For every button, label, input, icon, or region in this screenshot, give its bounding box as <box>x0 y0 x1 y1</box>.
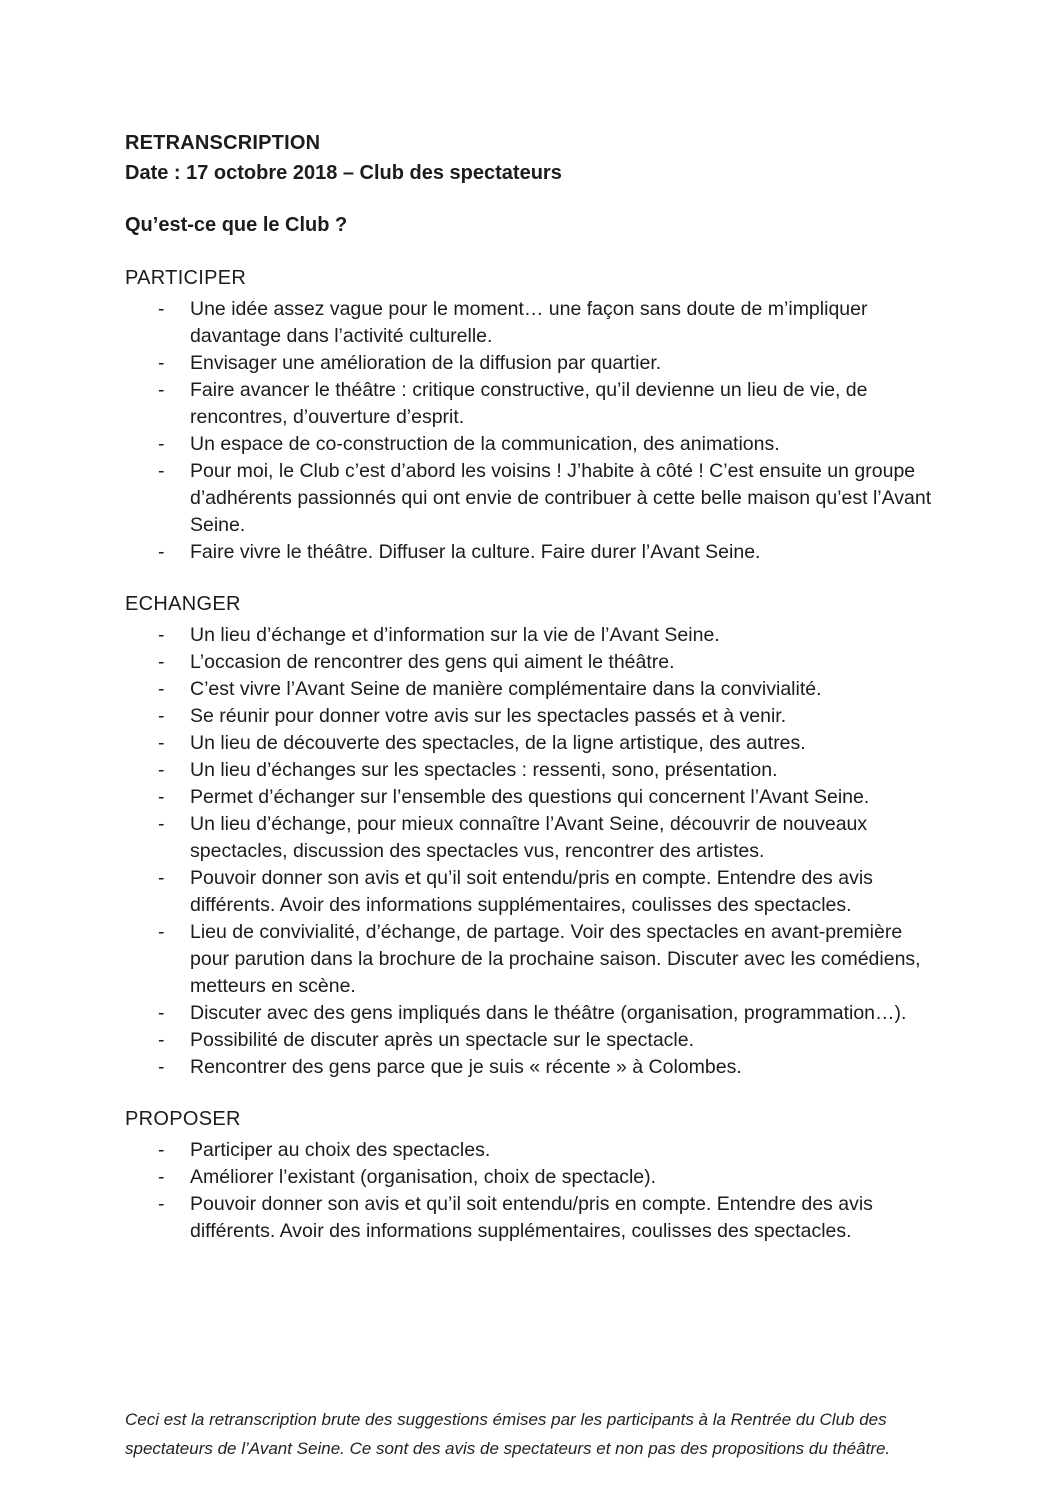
list-item <box>125 703 934 730</box>
list-item <box>125 377 934 431</box>
bullet-dash: - <box>158 1193 165 1215</box>
list-item <box>125 865 934 919</box>
bullet-dash: - <box>158 651 165 673</box>
bullet-dash: - <box>158 921 165 943</box>
bullet-dash: - <box>158 1139 165 1161</box>
list-item-text: Rencontrer des gens parce que je suis « récente » à Colombes. <box>190 1056 742 1078</box>
list-item <box>125 1164 934 1191</box>
list-item <box>125 458 934 539</box>
list-item <box>125 296 934 350</box>
bullet-dash: - <box>158 759 165 781</box>
bullet-dash: - <box>158 813 165 835</box>
section-heading-participer: PARTICIPER <box>125 267 247 289</box>
list-item <box>125 1054 934 1081</box>
list-item-text: Améliorer l’existant (organisation, choix de spectacle). <box>190 1166 657 1188</box>
list-item-text: Participer au choix des spectacles. <box>190 1139 491 1161</box>
list-item <box>125 757 934 784</box>
section-participer <box>125 264 934 566</box>
list-item-text: Un lieu de découverte des spectacles, de la ligne artistique, des autres. <box>190 732 806 754</box>
list-item <box>125 811 934 865</box>
section-heading-echanger: ECHANGER <box>125 593 241 615</box>
bullet-dash: - <box>158 705 165 727</box>
list-item <box>125 649 934 676</box>
list-item <box>125 622 934 649</box>
document-dateline: Date : 17 octobre 2018 – Club des spectateurs <box>125 162 562 184</box>
bullet-dash: - <box>158 678 165 700</box>
document-question: Qu’est-ce que le Club ? <box>125 214 348 236</box>
list-item-text: Un espace de co-construction de la communication, des animations. <box>190 433 780 455</box>
bullet-list-participer <box>125 296 934 566</box>
footer-text: Ceci est la retranscription brute des suggestions émises par les participants à la Rentrée du Club des spectateurs de l’Avant Seine. Ce sont des avis de spectateurs et non pas des propositions du théâtre. <box>125 1410 891 1458</box>
bullet-dash: - <box>158 298 165 320</box>
document-header <box>125 128 934 188</box>
list-item-text: Pouvoir donner son avis et qu’il soit entendu/pris en compte. Entendre des avis différents. Avoir des informations supplémentaires, coulisses des spectacles. <box>190 1193 873 1242</box>
section-proposer <box>125 1105 934 1245</box>
list-item-text: Discuter avec des gens impliqués dans le théâtre (organisation, programmation…). <box>190 1002 907 1024</box>
bullet-dash: - <box>158 433 165 455</box>
list-item <box>125 730 934 757</box>
list-item-text: Faire avancer le théâtre : critique constructive, qu’il devienne un lieu de vie, de rencontres, d’ouverture d’esprit. <box>190 379 868 428</box>
list-item <box>125 1191 934 1245</box>
list-item-text: Pouvoir donner son avis et qu’il soit entendu/pris en compte. Entendre des avis différents. Avoir des informations supplémentaires, coulisses des spectacles. <box>190 867 873 916</box>
list-item-text: Se réunir pour donner votre avis sur les spectacles passés et à venir. <box>190 705 787 727</box>
list-item <box>125 919 934 1000</box>
list-item <box>125 784 934 811</box>
bullet-dash: - <box>158 624 165 646</box>
list-item-text: Une idée assez vague pour le moment… une façon sans doute de m’impliquer davantage dans l’activité culturelle. <box>190 298 868 347</box>
bullet-dash: - <box>158 867 165 889</box>
list-item <box>125 676 934 703</box>
list-item-text: Permet d’échanger sur l’ensemble des questions qui concernent l’Avant Seine. <box>190 786 870 808</box>
list-item-text: Un lieu d’échange, pour mieux connaître l’Avant Seine, découvrir de nouveaux spectacles, discussion des spectacles vus, rencontrer des artistes. <box>190 813 868 862</box>
bullet-dash: - <box>158 1029 165 1051</box>
list-item-text: L’occasion de rencontrer des gens qui aiment le théâtre. <box>190 651 675 673</box>
list-item-text: C’est vivre l’Avant Seine de manière complémentaire dans la convivialité. <box>190 678 822 700</box>
bullet-dash: - <box>158 541 165 563</box>
list-item-text: Un lieu d’échanges sur les spectacles : ressenti, sono, présentation. <box>190 759 778 781</box>
list-item-text: Un lieu d’échange et d’information sur la vie de l’Avant Seine. <box>190 624 720 646</box>
list-item <box>125 431 934 458</box>
bullet-list-proposer <box>125 1137 934 1245</box>
list-item-text: Lieu de convivialité, d’échange, de partage. Voir des spectacles en avant-première pour parution dans la brochure de la prochaine saison. Discuter avec les comédiens, metteurs en scène. <box>190 921 921 997</box>
list-item-text: Envisager une amélioration de la diffusion par quartier. <box>190 352 662 374</box>
list-item <box>125 539 934 566</box>
bullet-dash: - <box>158 786 165 808</box>
bullet-dash: - <box>158 352 165 374</box>
list-item <box>125 1000 934 1027</box>
list-item <box>125 1027 934 1054</box>
bullet-dash: - <box>158 1056 165 1078</box>
bullet-dash: - <box>158 1002 165 1024</box>
list-item-text: Pour moi, le Club c’est d’abord les voisins ! J’habite à côté ! C’est ensuite un groupe d’adhérents passionnés qui ont envie de contribuer à cette belle maison qu’est l’Avant Seine. <box>190 460 932 536</box>
bullet-dash: - <box>158 1166 165 1188</box>
document-title: RETRANSCRIPTION <box>125 132 321 154</box>
bullet-dash: - <box>158 379 165 401</box>
document-footer <box>125 1405 934 1463</box>
bullet-list-echanger <box>125 622 934 1081</box>
list-item-text: Faire vivre le théâtre. Diffuser la culture. Faire durer l’Avant Seine. <box>190 541 761 563</box>
bullet-dash: - <box>158 732 165 754</box>
section-heading-proposer: PROPOSER <box>125 1108 241 1130</box>
bullet-dash: - <box>158 460 165 482</box>
section-echanger <box>125 590 934 1081</box>
list-item-text: Possibilité de discuter après un spectacle sur le spectacle. <box>190 1029 695 1051</box>
list-item <box>125 1137 934 1164</box>
list-item <box>125 350 934 377</box>
